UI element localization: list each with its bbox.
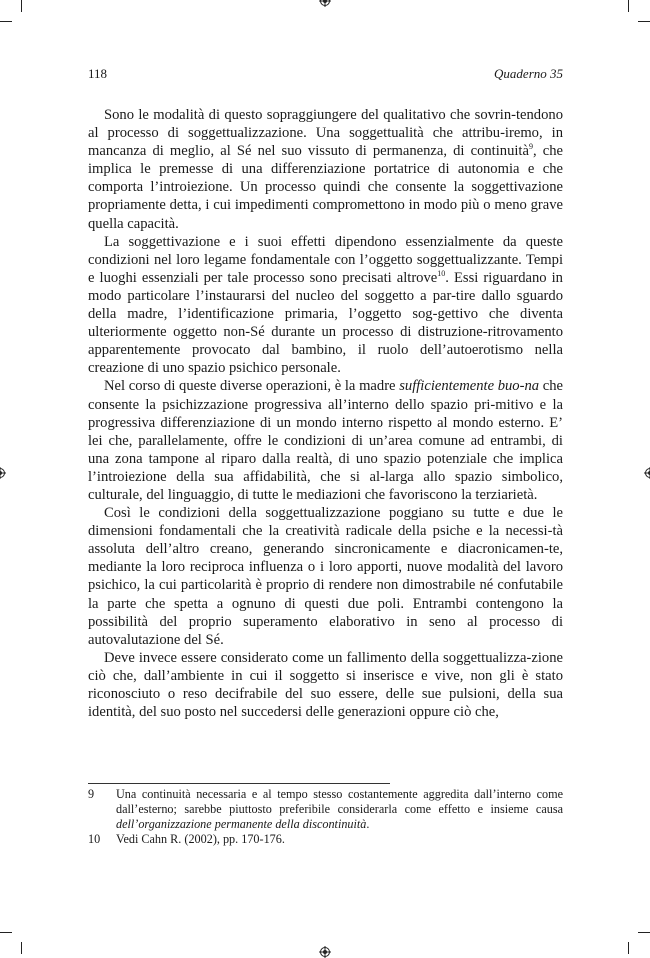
footnote	[88, 787, 563, 832]
registration-mark-icon	[319, 946, 331, 958]
footnote-italic: dell’organizzazione permanente della discontinuità	[116, 817, 366, 831]
paragraph-text: , che implica le premesse di una differenziazione portatrice di autonomia e che comporta l’introiezione. Un processo quindi che consente la soggettivazione propriamente detta, i cui impedimenti compromettono in modo più o meno grave quella capacità.	[88, 143, 563, 231]
paragraph-text: La soggettivazione e i suoi effetti dipendono essenzialmente da queste condizioni nel loro legame fondamentale con l’oggetto soggettualizzante. Tempi e luoghi essenziali per tale processo sono precisati altrove	[88, 234, 563, 286]
crop-mark	[628, 942, 629, 954]
page-number: 118	[88, 66, 107, 82]
crop-mark	[0, 21, 12, 22]
paragraph	[88, 377, 563, 504]
paragraph-text: Nel corso di queste diverse operazioni, è la madre	[104, 378, 399, 394]
crop-mark	[0, 932, 12, 933]
running-head	[88, 66, 563, 82]
paragraph-text: che consente la psichizzazione progressiva all’interno dello spazio pri-mitivo e la progressiva differenziazione di un mondo interno rispetto al mondo esterno. E’ lei che, parallelamente, offre le condizioni di un’area comune ad entrambi, di una zona tampone al riparo dalla realtà, di uno spazio potenziale che implica l’introiezione della sua affidabilità, che si al-larga allo spazio simbolico, culturale, del linguaggio, di tutte le mediazioni che favoriscono la terziarietà.	[88, 378, 563, 503]
footnote-number: 10	[88, 832, 116, 847]
paragraph-text: Così le condizioni della soggettualizzazione poggiano su tutte e due le dimensioni fondamentali che la creatività radicale della psiche e la necessi-tà assoluta dell’altro creano, generando sincronicamente e diacronicamen-te, mediante la loro reciproca influenza o i loro apporti, nuove modalità del lavoro psichico, la cui particolarità è proprio di rendere non dimostrabile né confutabile la parte che spetta a ognuno di questi due poli. Entrambi contengono la possibilità del proprio superamento elaborativo in seno al processo di autovalutazione del Sé.	[88, 505, 563, 648]
footnote-number: 9	[88, 787, 116, 832]
registration-mark-icon	[0, 467, 6, 479]
journal-title: Quaderno 35	[494, 66, 563, 82]
footnote-body: Vedi Cahn R. (2002), pp. 170-176.	[116, 832, 563, 847]
footnote-end: .	[366, 817, 369, 831]
registration-mark-icon	[644, 467, 650, 479]
italic-phrase: sufficientemente buo-na	[399, 378, 539, 394]
crop-mark	[21, 0, 22, 12]
footnote-rule	[88, 783, 390, 784]
body-text	[88, 106, 563, 721]
paragraph	[88, 649, 563, 721]
paragraph-text: . Essi riguardano in modo particolare l’instaurarsi del nucleo del soggetto a par-tire dallo sguardo della madre, l’identificazione primaria, l’oggetto sog-gettivo che diventa ulteriormente oggetto non-Sé durante un processo di distruzione-ritrovamento apparentemente provocato dal bambino, il ruolo dell’autoerotismo nella creazione di uno spazio psichico personale.	[88, 270, 563, 376]
footnote	[88, 832, 563, 847]
paragraph	[88, 233, 563, 378]
registration-mark-icon	[319, 0, 331, 7]
footnotes	[88, 787, 563, 847]
footnote-body: Una continuità necessaria e al tempo stesso costantemente aggredita dall’interno come dall’esterno; sarebbe piuttosto preferibile considerarla come effetto e insieme causa	[116, 787, 563, 816]
paragraph-text: Sono le modalità di questo sopraggiungere del qualitativo che sovrin-tendono al processo di soggettualizzazione. Una soggettualità che attribu-iremo, in mancanza di meglio, al Sé nel suo vissuto di permanenza, di continuità	[88, 107, 563, 159]
crop-mark	[638, 932, 650, 933]
crop-mark	[638, 21, 650, 22]
footnote-ref: 9	[529, 142, 533, 151]
crop-mark	[21, 942, 22, 954]
crop-mark	[628, 0, 629, 12]
footnote-ref: 10	[437, 269, 445, 278]
footnote-text	[116, 787, 563, 832]
paragraph	[88, 504, 563, 649]
paragraph	[88, 106, 563, 233]
paragraph-text: Deve invece essere considerato come un fallimento della soggettualizza-zione ciò che, dall’ambiente in cui il soggetto si inserisce e vive, non gli è stato riconosciuto o reso decifrabile del suo essere, delle sue pulsioni, della sua identità, del suo posto nel succedersi delle generazioni oppure ciò che,	[88, 650, 563, 720]
